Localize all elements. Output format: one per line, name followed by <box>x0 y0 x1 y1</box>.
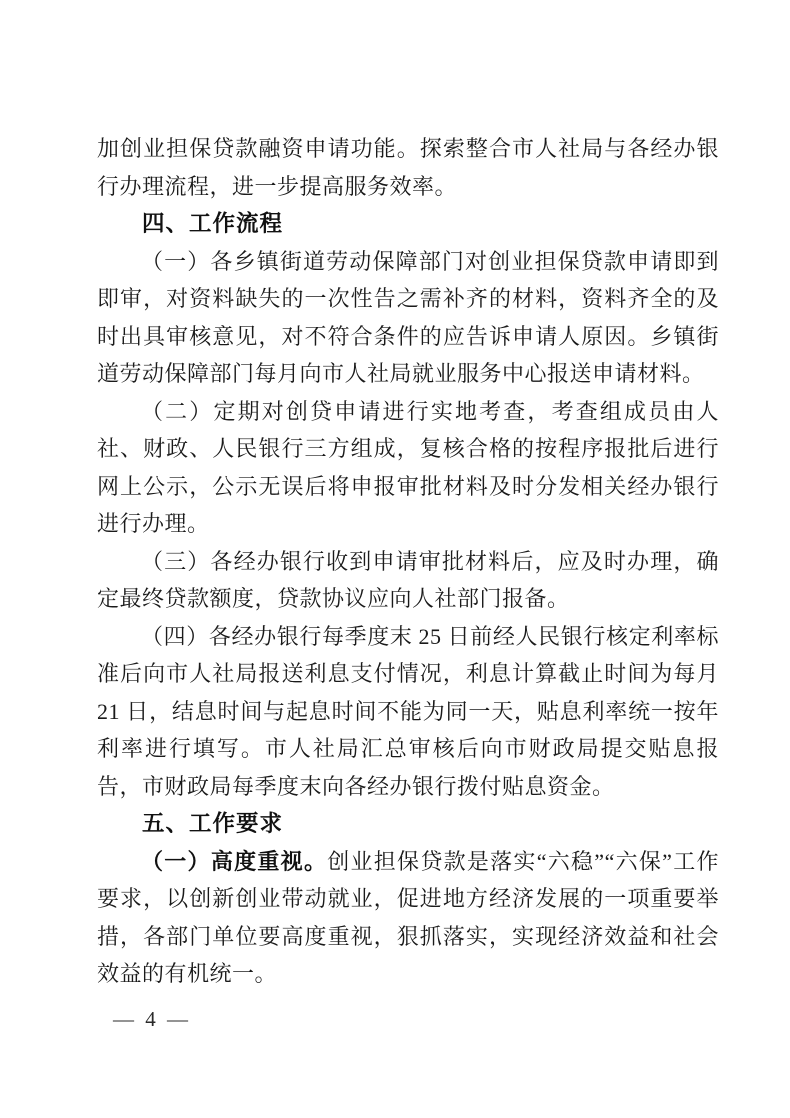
section-heading-work-process: 四、工作流程 <box>142 211 284 236</box>
paragraph-flow-item-3: （三）各经办银行收到申请审批材料后，应及时办理，确定最终贷款额度，贷款协议应向人社部门报备。 <box>97 548 719 611</box>
paragraph-requirement-1 <box>97 843 719 993</box>
section-heading-work-requirements: 五、工作要求 <box>142 811 284 836</box>
paragraph-flow-item-1: （一）各乡镇街道劳动保障部门对创业担保贷款申请即到即审，对资料缺失的一次性告之需补齐的材料，资料齐全的及时出具审核意见，对不符合条件的应告诉申请人原因。乡镇街道劳动保障部门每月向市人社局就业服务中心报送申请材料。 <box>97 248 719 386</box>
paragraph-flow-item-2: （二）定期对创贷申请进行实地考查，考查组成员由人社、财政、人民银行三方组成，复核合格的按程序报批后进行网上公示，公示无误后将申报审批材料及时分发相关经办银行进行办理。 <box>97 398 719 536</box>
paragraph-continuation: 加创业担保贷款融资申请功能。探索整合市人社局与各经办银行办理流程，进一步提高服务效率。 <box>97 136 719 199</box>
paragraph-requirement-1-text: 创业担保贷款是落实“六稳”“六保”工作要求，以创新创业带动就业，促进地方经济发展的一项重要举措，各部门单位要高度重视，狠抓落实，实现经济效益和社会效益的有机统一。 <box>97 848 719 986</box>
page-number: — 4 — <box>113 1007 191 1031</box>
document-content <box>97 130 719 993</box>
paragraph-requirement-1-bold-lead: （一）高度重视。 <box>141 848 328 874</box>
paragraph-flow-item-4: （四）各经办银行每季度末 25 日前经人民银行核定利率标准后向市人社局报送利息支付情况，利息计算截止时间为每月 21 日，结息时间与起息时间不能为同一天，贴息利率统一按年利率进行填写。市人社局汇总审核后向市财政局提交贴息报告，市财政局每季度末向各经办银行拨付贴息资金。 <box>97 623 719 799</box>
